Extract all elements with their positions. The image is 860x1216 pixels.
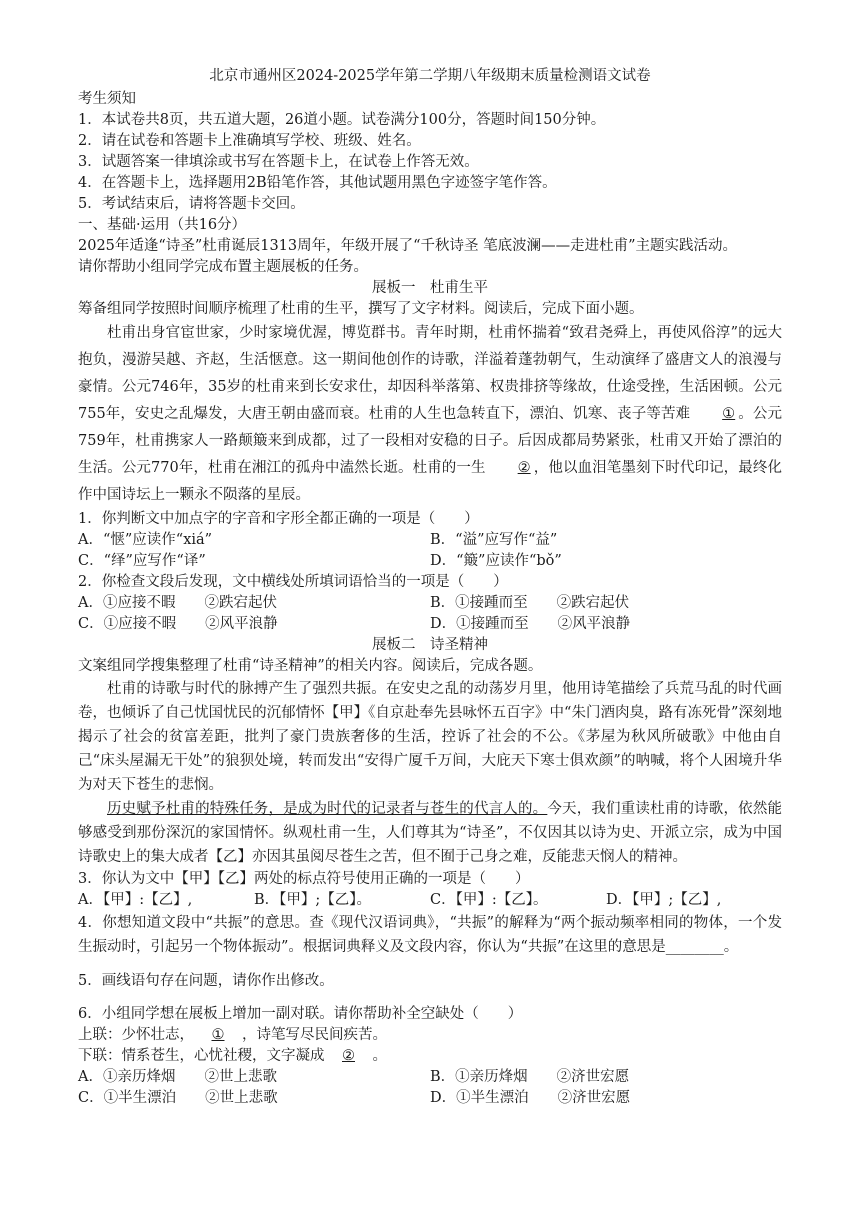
passage-rest: 今天，我们重读杜甫的诗歌，依然能够感受到那份深沉的家国情怀。纵观杜甫一生，人们尊其为“诗圣”，不仅因其以诗为史、开派立宗，成为中国诗歌史上的集大成者【乙】亦因其虽阅尽苍生之苦，但不囿于己身之难，反能悲天悯人的精神。 xyxy=(78,801,783,865)
underlined-sentence: 历史赋予杜甫的特殊任务，是成为时代的记录者与苍生的代言人的。 xyxy=(107,801,548,817)
q6-stem: 6．小组同学想在展板上增加一副对联。请你帮助补全空缺处（ ） xyxy=(78,1006,523,1022)
passage-text-2: 。公元759年，杜甫携家人一路颠簸来到成都，过了一段相对安稳的日子。后因成都局势紧张，杜甫又开始了漂泊的生活。公元770年，杜甫在湘江的孤舟中溘然长逝。杜甫的一生 xyxy=(78,406,782,476)
notice-heading: 考生须知 xyxy=(78,91,136,107)
section-intro-1: 2025年适逢“诗圣”杜甫诞辰1313周年，年级开展了“千秋诗圣 笔底波澜——走进杜甫”主题实践活动。 xyxy=(78,238,738,254)
section-intro-2: 请你帮助小组同学完成布置主题展板的任务。 xyxy=(78,259,368,275)
passage-text-1: 杜甫出身官宦世家，少时家境优渥，博览群书。青年时期，杜甫怀揣着“致君尧舜上，再使风俗淳”的远大抱负，漫游吴越、齐赵，生活惬意。这一期间他创作的诗歌，洋溢着蓬勃朝气，生动演绎了盛唐文人的浪漫与豪情。公元746年，35岁的杜甫来到长安求仕，却因科举落第、权贵排挤等缘故，仕途受挫，生活困顿。公元755年，安史之乱爆发，大唐王朝由盛而衰。杜甫的人生也急转直下，漂泊、饥寒、丧子等苦难 xyxy=(78,325,782,422)
q3-stem: 3．你认为文中【甲】【乙】两处的标点符号使用正确的一项是（ ） xyxy=(78,871,530,887)
lower-couplet-text-2: 。 xyxy=(372,1048,387,1064)
lower-couplet-blank: ② xyxy=(342,1048,355,1064)
q3-options-row xyxy=(78,890,782,911)
upper-couplet-text-1: 上联：少怀壮志， xyxy=(78,1027,194,1043)
lower-couplet-text-1: 下联：情系苍生，心忧社稷，文字凝成 xyxy=(78,1048,325,1064)
q6-option-b: B．①亲历烽烟 ②济世宏愿 xyxy=(430,1069,630,1085)
q2-options-row-1 xyxy=(78,593,782,614)
board1-description: 筹备组同学按照时间顺序梳理了杜甫的生平，撰写了文字材料。阅读后，完成下面小题。 xyxy=(78,301,644,317)
notice-item-3: 3．试题答案一律填涂或书写在答题卡上，在试卷上作答无效。 xyxy=(78,154,479,170)
q6-option-a: A．①亲历烽烟 ②世上悲歌 xyxy=(78,1069,277,1085)
q2-options-row-2 xyxy=(78,614,782,635)
q4-stem: 4．你想知道文段中“共振”的意思。查《现代汉语词典》，“共振”的解释为“两个振动频率相同的物体，一个发生振动时，引起另一个物体振动”。根据词典释义及文段内容，你认为“共振”在这里的意思是________。 xyxy=(78,915,782,955)
notice-item-4: 4．在答题卡上，选择题用2B铅笔作答，其他试题用黑色字迹签字笔作答。 xyxy=(78,175,557,191)
q3-option-c: C．【甲】:【乙】。 xyxy=(430,892,548,908)
q5-stem: 5．画线语句存在问题，请你作出修改。 xyxy=(78,973,334,989)
q1-options-row-1 xyxy=(78,530,782,551)
q1-option-c: C．“绎”应写作“译” xyxy=(78,553,206,569)
section-heading: 一、基础·运用（共16分） xyxy=(78,217,247,233)
board2-title: 展板二 诗圣精神 xyxy=(372,637,488,653)
q2-option-d: D．①接踵而至 ②风平浪静 xyxy=(430,616,631,632)
q2-option-a: A．①应接不暇 ②跌宕起伏 xyxy=(78,595,277,611)
q1-options-row-2 xyxy=(78,551,782,572)
q6-option-d: D．①半生漂泊 ②济世宏愿 xyxy=(430,1090,631,1106)
q3-option-b: B．【甲】;【乙】。 xyxy=(254,892,372,908)
board1-passage xyxy=(78,320,782,509)
q6-upper-couplet xyxy=(78,1025,782,1046)
blank-1: ① xyxy=(722,406,736,422)
notice-item-2: 2．请在试卷和答题卡上准确填写学校、班级、姓名。 xyxy=(78,133,421,149)
notice-item-5: 5．考试结束后，请将答题卡交回。 xyxy=(78,196,305,212)
board1-title: 展板一 杜甫生平 xyxy=(372,280,488,296)
q6-options-row-1 xyxy=(78,1067,782,1088)
q1-stem: 1．你判断文中加点字的字音和字形全都正确的一项是（ ） xyxy=(78,511,479,527)
q3-option-d: D．【甲】;【乙】, xyxy=(606,892,722,908)
q2-option-c: C．①应接不暇 ②风平浪静 xyxy=(78,616,278,632)
notice-item-1: 1．本试卷共8页，共五道大题，26道小题。试卷满分100分，答题时间150分钟。 xyxy=(78,112,606,128)
q2-option-b: B．①接踵而至 ②跌宕起伏 xyxy=(430,595,630,611)
upper-couplet-text-2: ，诗笔写尽民间疾苦。 xyxy=(242,1027,387,1043)
q6-option-c: C．①半生漂泊 ②世上悲歌 xyxy=(78,1090,278,1106)
board2-passage-1: 杜甫的诗歌与时代的脉搏产生了强烈共振。在安史之乱的动荡岁月里，他用诗笔描绘了兵荒马乱的时代画卷，也倾诉了自己忧国忧民的沉郁情怀【甲】《自京赴奉先县咏怀五百字》中“朱门酒肉臭，路有冻死骨”深刻地揭示了社会的贫富差距，批判了豪门贵族奢侈的生活，控诉了社会的不公。《茅屋为秋风所破歌》中他由自己“床头屋漏无干处”的狼狈处境，转而发出“安得广厦千万间，大庇天下寒士俱欢颜”的呐喊，将个人困境升华为对天下苍生的悲悯。 xyxy=(78,681,782,793)
q3-option-a: A．【甲】:【乙】, xyxy=(78,892,193,908)
q1-option-a: A．“惬”应读作“xiá” xyxy=(78,532,213,548)
q2-stem: 2．你检查文段后发现，文中横线处所填词语恰当的一项是（ ） xyxy=(78,574,508,590)
upper-couplet-blank: ① xyxy=(211,1027,225,1043)
board2-description: 文案组同学搜集整理了杜甫“诗圣精神”的相关内容。阅读后，完成各题。 xyxy=(78,658,543,674)
q1-option-b: B．“溢”应写作“益” xyxy=(430,532,558,548)
q6-options-row-2 xyxy=(78,1088,782,1109)
passage-text-3: ，他以血泪笔墨刻下时代印记，最终化作中国诗坛上一颗永不陨落的星辰。 xyxy=(78,460,782,503)
q6-lower-couplet xyxy=(78,1046,782,1067)
board2-passage-2 xyxy=(78,797,782,869)
blank-2: ② xyxy=(517,460,531,476)
q1-option-d: D．“簸”应读作“bǒ” xyxy=(430,553,562,569)
exam-title: 北京市通州区2024-2025学年第二学期八年级期末质量检测语文试卷 xyxy=(209,68,651,84)
